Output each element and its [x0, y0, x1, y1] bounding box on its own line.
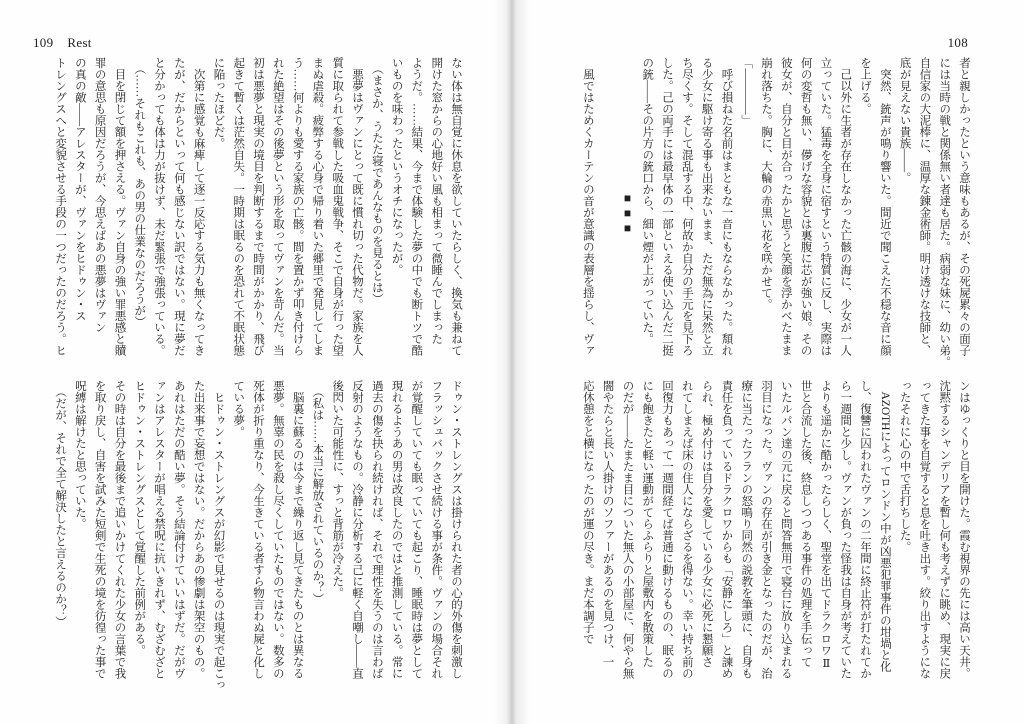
text-column: 「――――」	[740, 57, 753, 126]
text-column: 目を閉じて額を押さえる。ヴァン自身の強い罪悪感と贖	[113, 57, 126, 356]
text-column: る少女に駆け寄る事も出来ないまま、ただ無為に呆然と立	[700, 57, 713, 356]
text-column: 悪夢。無辜の民を殺し尽くしていたものではない。数多の	[271, 380, 284, 679]
text-column: 何の変哲も無い、儚げな容貌とは裏腹に芯が強い娘。その	[799, 57, 812, 356]
text-column: う……何よりも愛する家族の亡骸。間を置かず叩き付けら	[291, 57, 304, 356]
text-column: ァンはアレスターが唱える禁呪に抗いきれず、むざむざと	[153, 380, 166, 679]
lower-text-block	[577, 380, 973, 680]
column-group	[636, 57, 973, 368]
text-column: に陥ったほどだ。	[212, 57, 225, 149]
text-column: 悪夢はヴァンにとって既に慣れ切った代物だ。家族を人	[351, 57, 364, 356]
text-column: （まさか、うたた寝であんなものを見るとは）	[370, 57, 383, 305]
text-column: 底が見えない貴族――。	[898, 57, 911, 184]
text-column: た出来事で妄想ではない。だからあの惨劇は架空のもの。	[192, 380, 205, 679]
text-column: トレングスへと変貌させる手段の一つだったのだろう。ヒ	[54, 57, 67, 356]
text-column: した。己の両手には最早体の一部といえる使い込んだ二挺	[661, 57, 674, 356]
text-column: （だが、それで全て解決したと言えるのか？）	[54, 380, 67, 628]
text-column: 開けた窓からの心地好い風も相まって微睡んでしまった	[430, 57, 443, 345]
running-head: Rest	[67, 35, 92, 50]
page-header	[33, 35, 92, 51]
text-column: 呼び損ねた名前はまともな一音にもならなかった。頽れ	[720, 57, 733, 356]
text-column: ヒドゥン・ストレングスが幻影で見せるのは現実で起こっ	[212, 380, 225, 691]
text-column: 彼女が、自分と目が合ったかと思うと笑顔を浮かべたまま	[779, 57, 792, 356]
text-column: ようだ。……結果、今まで体験した夢の中でも断トツで酷	[410, 57, 423, 356]
text-column: AZOTHによってロンドン中が凶悪犯罪事件の坩堝と化	[878, 380, 891, 672]
column-group	[49, 57, 465, 357]
page-header	[948, 35, 968, 51]
scene-break-marks: ■■■	[620, 191, 635, 236]
text-column: よりも遥かに酷かったらしく、聖堂を出てドラクロワⅡ	[819, 380, 832, 670]
text-column: 回復力もあって一週間経てば普通に動けるものの、眠るの	[661, 380, 674, 679]
text-column: ヒドゥン・ストレングスとして覚醒した前例がある。	[133, 380, 146, 656]
text-column: 脳裏に蘇るのは今まで繰り返し見てきたものとは異なる	[291, 380, 304, 679]
text-column: が覚醒していても眠っていても起こり、睡眠時は夢として	[410, 380, 423, 679]
text-column: を上げる。	[859, 57, 872, 115]
text-column: ったそれに心の中で舌打ちした。	[898, 380, 911, 553]
text-column: 初は悪夢と現実の境目を判断するまで時間がかかり、飛び	[252, 57, 265, 356]
text-column: （私は……本当に解放されているのか？）	[311, 380, 324, 605]
text-column: あれはただの酷い夢。そう結論付けていいはずだ。だがヴ	[172, 380, 185, 679]
text-column: まぬ虐殺。疲弊する心身で帰り着いた郷里で発見してしま	[311, 57, 324, 356]
text-column: れた絶望はその後夢という形を取ってヴァンを苛んだ。当	[271, 57, 284, 356]
text-column: 次第に感覚も麻痺して逐一反応する気力も無くなってき	[192, 57, 205, 356]
page-number: 109	[33, 35, 54, 50]
text-column: フラッシュバックさせ続ける事が条件。ヴァンの場合それ	[430, 380, 443, 679]
text-column: の真の敵――アレスターが、ヴァンをヒドゥン・ス	[73, 57, 86, 322]
column-group	[577, 57, 597, 357]
text-column: 質に取られて参戦した吸血鬼戦争、そこで自身が行った望	[331, 57, 344, 356]
text-column: 突然、銃声が鳴り響いた。間近で聞こえた不穏な音に顔	[878, 57, 891, 356]
lower-text-block	[49, 380, 465, 691]
text-column: 風ではためくカーテンの音が意識の表層を揺らし、ヴァ	[581, 57, 594, 356]
text-column: 自信家の大泥棒に、温厚な錬金術師。明け透けな技師と、	[918, 57, 931, 356]
text-column: 罪の意思も原因だろうが、今思えばあの悪夢はヴァン	[93, 57, 106, 333]
text-column: 世と合流した後、終息しつつある事件の処理を手伝って	[799, 380, 812, 668]
text-column: いたルパン達の元に戻ると問答無用で寝台に放り込まれる	[779, 380, 792, 679]
text-column: の銃――その片方の銃口から、細い煙が上がっていた。	[641, 57, 654, 345]
text-column: 闇やたらと長い人掛けのソファーがあるのを見つけ、一	[601, 380, 614, 668]
text-column: ない体は無自覚に休息を欲していたらしく、換気も兼ねて	[450, 57, 462, 356]
text-column: 責任を負っているドラクロワからも「安静にしろ」と諫め	[720, 380, 733, 679]
text-column: ている夢。	[232, 380, 245, 438]
text-column: 己以外に生者が存在しなかった亡骸の海に、少女が一人	[839, 57, 852, 356]
text-column: 沈黙するシャンデリアを暫し何も考えずに眺め、現実に戻	[938, 380, 951, 679]
text-column: 過去の傷を抉られ続ければ、それで理性を失うのは言わば	[370, 380, 383, 679]
text-column: 反射のようなもの。冷静に分析する己に軽く自嘲し――直	[351, 380, 364, 679]
text-column: たが、だからといって何も感じない訳ではない。現に夢だ	[172, 57, 185, 356]
text-column: ンはゆっくりと目を開けた。霞む視界の先には高い天井。	[958, 380, 970, 679]
text-column: （……それもこれも、あの男の仕業なのだろうが）	[133, 57, 146, 328]
column-group	[577, 380, 973, 680]
text-column: と分かっても体は力が抜けず、未だ緊張で強張っている。	[153, 57, 166, 356]
text-column: のだが――たまたま目についた無人の小部屋に、何やら無	[621, 380, 634, 679]
text-column: にも飽きたと軽い運動がてらふらりと屋敷内を散策した	[641, 380, 654, 668]
column-group	[49, 380, 465, 691]
text-column: 起きて暫くは茫然自失。一時期は眠るのを恐れて不眠状態	[232, 57, 245, 356]
text-column: 応休憩をと横になったのが運の尽き。まだ本調子で	[581, 380, 594, 645]
page-number: 108	[947, 35, 968, 50]
text-column: を取り戻し、自害を試みた短剣で生死の境を彷徨った事で	[93, 380, 106, 679]
text-column: いものを味わったというオチになったが。	[390, 57, 403, 276]
upper-text-block	[49, 57, 465, 357]
text-column: 現れるようあの男は改良したのではと推測している。常に	[390, 380, 403, 679]
text-column: 呪縛は解けたと思っていた。	[73, 380, 86, 530]
text-column: られ、極め付けは自分を愛している少女に必死に懇願さ	[700, 380, 713, 668]
right-page	[512, 0, 1024, 724]
book-gutter-shadow	[494, 0, 530, 724]
text-column: その時は自分を最後まで追いかけてくれた少女の言葉で我	[113, 380, 126, 679]
text-column: 者と親しかったという意味もあるが、その死屍累々の面子	[958, 57, 970, 356]
text-column: れてしまえば床の住人にならざるを得ない。幸い持ち前の	[680, 380, 693, 679]
text-column: 療に当たったフランの怒鳴り同然の説教を筆頭に、自身も	[740, 380, 753, 679]
text-column: ら一週間と少し。ヴァンが負った怪我は自身が考えていた	[839, 380, 852, 679]
text-column: し、復讐に囚われたヴァンの二年間に終止符が打たれてか	[859, 380, 872, 679]
text-column: 崩れ落ちた。胸に、大輪の赤黒い花を咲かせて。	[760, 57, 773, 310]
upper-text-block	[577, 57, 973, 368]
text-column: には当時の戦と関係無い者達も居た。病弱な妹に、幼い弟。	[938, 57, 951, 368]
text-column: ち尽くす。そして混乱する中、何故か自分の手元を見下ろ	[680, 57, 693, 356]
text-column: ってきた事を自覚すると息を吐き出す。絞り出すようにな	[918, 380, 931, 679]
text-column: 羽目になった。ヴァンの存在が引き金となったのだが、治	[760, 380, 773, 679]
text-column: ドゥン・ストレングスは掛けられた者の心的外傷を刺激し	[450, 380, 462, 679]
text-column: 後閃いた可能性に、すっと背筋が冷えた。	[331, 380, 344, 599]
text-column: 立っていた。猛毒を全身に宿すという特質に反し、実際は	[819, 57, 832, 356]
text-column: 死体が折り重なり、今生きている者すら物言わぬ屍と化し	[252, 380, 265, 679]
